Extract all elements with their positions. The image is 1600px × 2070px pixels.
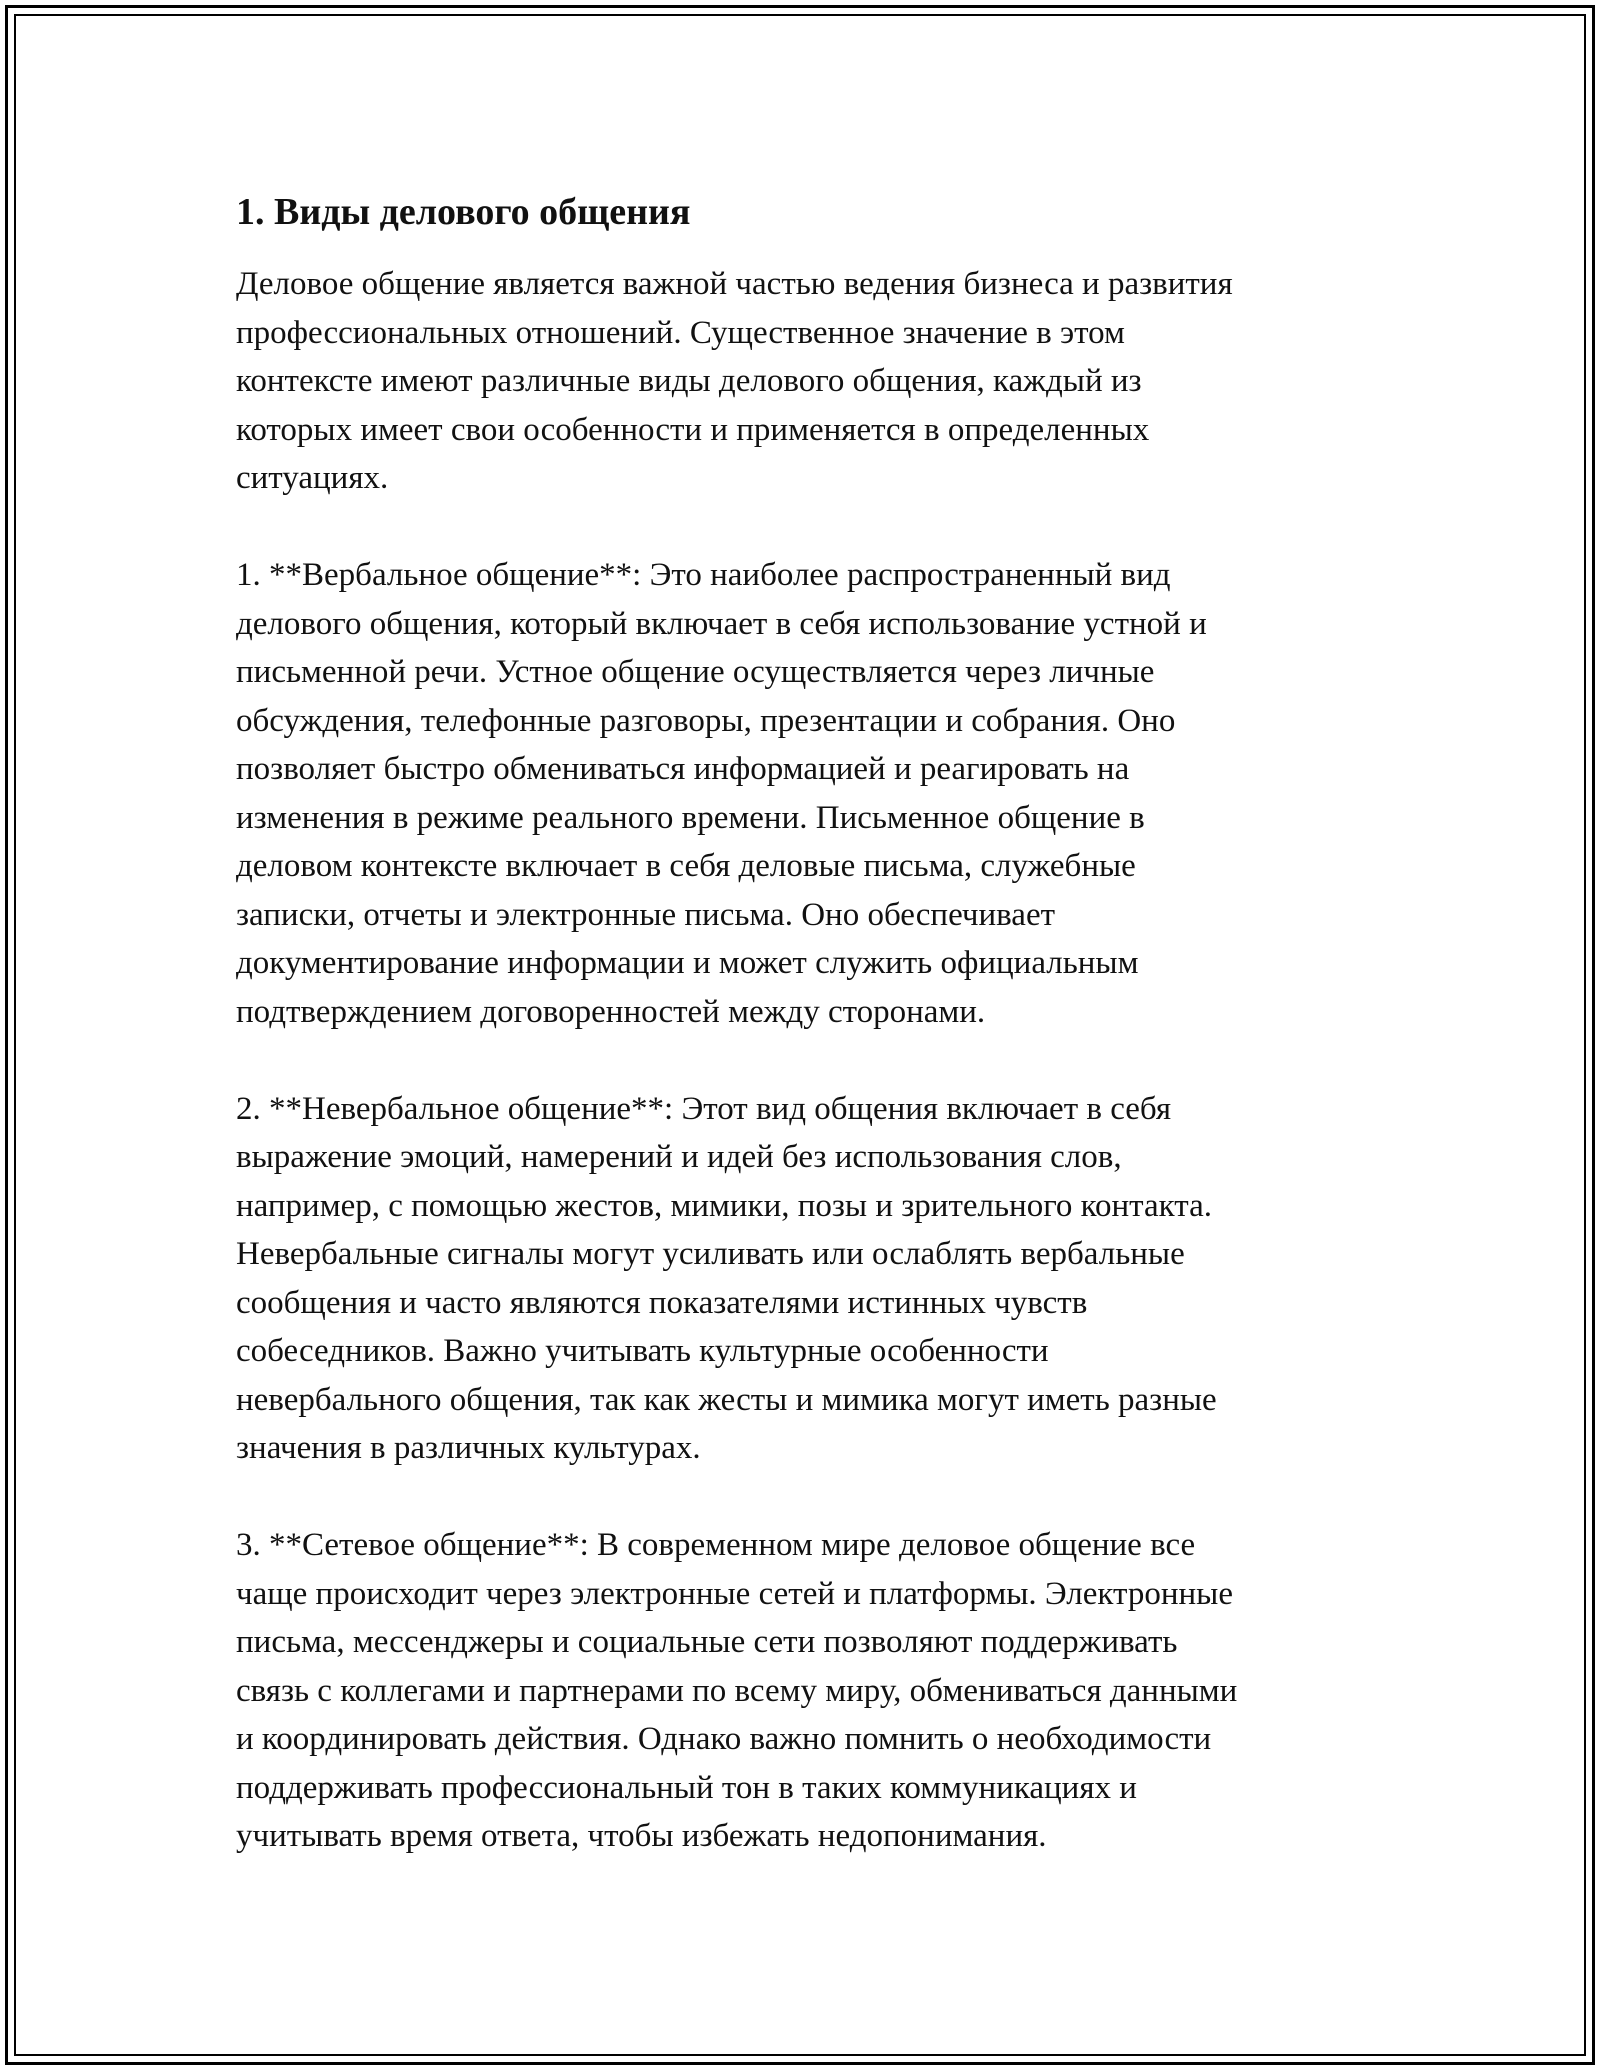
text-line: например, с помощью жестов, мимики, позы и зрительного контакта. <box>236 1187 1212 1224</box>
text-line: связь с коллегами и партнерами по всему миру, обмениваться данными <box>236 1672 1238 1709</box>
text-line: ситуациях. <box>236 460 389 496</box>
text-line: делового общения, который включает в себя использование устной и <box>236 605 1207 642</box>
text-line: невербального общения, так как жесты и мимика могут иметь разные <box>236 1381 1217 1418</box>
text-line: деловом контексте включает в себя деловые письма, служебные <box>236 848 1136 884</box>
nonverbal-communication-paragraph <box>236 1085 1376 1473</box>
text-line: позволяет быстро обмениваться информацией и реагировать на <box>236 751 1130 787</box>
intro-paragraph <box>236 260 1376 503</box>
text-line: сообщения и часто являются показателями истинных чувств <box>236 1284 1088 1321</box>
verbal-communication-paragraph <box>236 551 1376 1036</box>
text-line: профессиональных отношений. Существенное значение в этом <box>236 314 1125 351</box>
text-line: учитывать время ответа, чтобы избежать недопонимания. <box>236 1818 1047 1854</box>
text-line: значения в различных культурах. <box>236 1430 701 1466</box>
text-line: 3. **Сетевое общение**: В современном мире деловое общение все <box>236 1527 1196 1563</box>
text-line: записки, отчеты и электронные письма. Оно обеспечивает <box>236 896 1056 933</box>
document-body <box>236 188 1376 1861</box>
text-line: 1. **Вербальное общение**: Это наиболее распространенный вид <box>236 557 1171 593</box>
text-line: обсуждения, телефонные разговоры, презентации и собрания. Оно <box>236 702 1176 739</box>
text-line: изменения в режиме реального времени. Письменное общение в <box>236 799 1145 836</box>
section-heading: 1. Виды делового общения <box>236 191 691 233</box>
text-line: которых имеет свои особенности и применяется в определенных <box>236 411 1150 448</box>
text-line: Невербальные сигналы могут усиливать или ослаблять вербальные <box>236 1236 1185 1272</box>
text-line: письменной речи. Устное общение осуществляется через личные <box>236 654 1155 690</box>
text-line: чаще происходит через электронные сетей и платформы. Электронные <box>236 1575 1233 1612</box>
text-line: поддерживать профессиональный тон в таких коммуникациях и <box>236 1769 1137 1806</box>
network-communication-paragraph <box>236 1521 1376 1861</box>
text-line: подтверждением договоренностей между сторонами. <box>236 993 986 1030</box>
text-line: выражение эмоций, намерений и идей без использования слов, <box>236 1139 1122 1175</box>
text-line: Деловое общение является важной частью ведения бизнеса и развития <box>236 266 1233 302</box>
text-line: контексте имеют различные виды делового общения, каждый из <box>236 363 1142 399</box>
text-line: собеседников. Важно учитывать культурные особенности <box>236 1333 1049 1369</box>
text-line: и координировать действия. Однако важно помнить о необходимости <box>236 1721 1212 1757</box>
text-line: документирование информации и может служить официальным <box>236 945 1139 981</box>
text-line: 2. **Невербальное общение**: Этот вид общения включает в себя <box>236 1090 1172 1127</box>
text-line: письма, мессенджеры и социальные сети позволяют поддерживать <box>236 1624 1178 1660</box>
